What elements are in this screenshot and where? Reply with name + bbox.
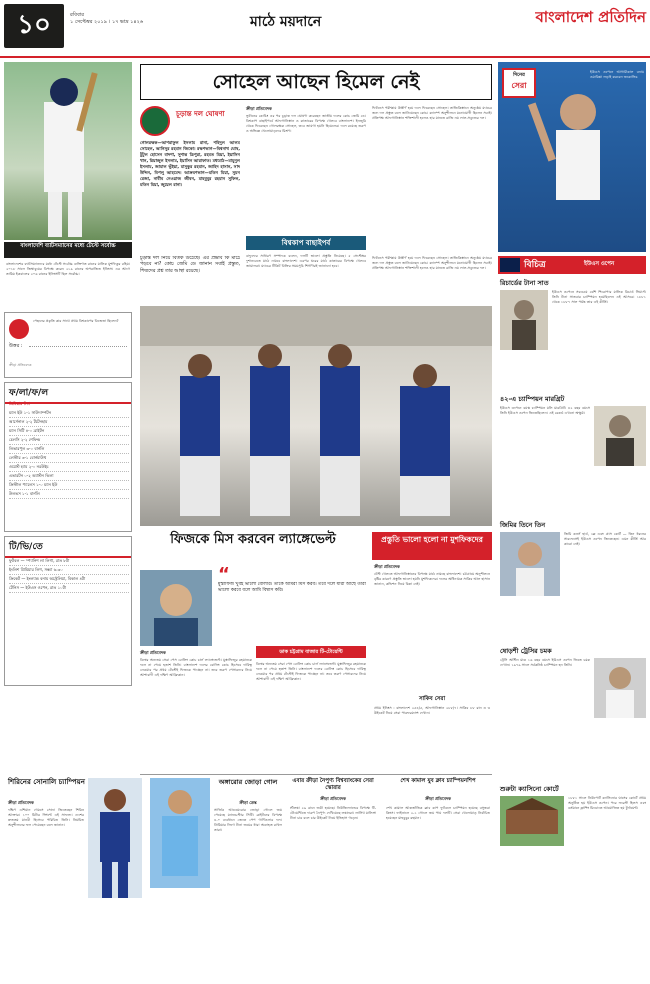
results-list [9, 409, 129, 499]
quote-mark: “ [218, 564, 230, 585]
main-question: চূড়ান্ত দল নিয়ে বিতর্ক উঠেছে। এর প্রভাব কি মাঠে পড়বে না? কোচ জেমি ডে জানান সবাই প্রস্তুত, শিষ্যদের প্রশ্ন তার আস্থা রয়েছে। [140, 256, 240, 274]
fitness-body: বিশ্বের অন্যতম সেরা পেস বোলিং কোচ চার্ল ল্যাঙ্গেভেল্ট। মুস্তাফিজুর রহমানকে দলে না পেয়ে হতাশ তিনি। বাংলাদেশ দলের বোলিং কোচ হিসেবে দায়িত্ব নেওয়ার পর প্রথম টেস্টেই ফিজকে পাচ্ছেন না। তবে তরুণ পেসারদের নিয়ে আশাবাদী এই দক্ষিণ আফ্রিকান। [140, 658, 252, 677]
answer-label: উত্তর : [9, 343, 23, 349]
main-body-2: ফিটনেস পরীক্ষায় উত্তীর্ণ হয়ে দলে ফিরেছেন সোহেল। তাজিকিস্তানে অনুষ্ঠেয় ম্যাচের জন্য দল প্রস্তুত বলে জানিয়েছেন কোচ। ক্যাম্পে অনুশীলনে মনোযোগী ছিলেন সবাই। প্রতিপক্ষ আফগানিস্তান শক্তিশালী হলেও হার মানতে রাজি নয় লাল-সবুজের দল। [372, 106, 492, 120]
fixture-head: সাকিব সেরা [418, 696, 446, 702]
c2-body: সার্জিও আগুয়েরোর জোড়া গোলে জয় পেয়েছে ম্যানচেস্টার সিটি। ব্রাইটনের বিপক্ষে ৪-০ ব্যবধানে জেতে পেপ গার্দিওলার দল। প্রিমিয়ার লিগে টানা জয়ের ধারা অব্যাহত রাখল তারা। [214, 808, 282, 832]
bottom-c2 [150, 778, 282, 978]
connors-illustration [500, 532, 560, 596]
result-item: আর্সেনাল ২-২ টটেনহাম [9, 418, 129, 427]
fixture-body: প্রথম ইনিংস : বাংলাদেশ ২৫৪/৫, আফগানিস্তান ২৮৮/৭। সাকিব ৮৮ রান ও ৩ উইকেট নিয়ে সেরা পারফরম্যান্স দেখান। [374, 706, 490, 715]
best-badge [502, 68, 536, 98]
c4-title: শেখ কামাল যুব ক্লাব চ্যাম্পিয়নশিপ [400, 778, 476, 784]
bottom-rule [140, 774, 492, 775]
right-caption-byline: ক্রীড়া প্রতিবেদক [374, 564, 400, 569]
footballer-photo [150, 778, 210, 888]
day: রবিবার [70, 12, 84, 18]
wc-banner: বিশ্বকাপ বাছাইপর্ব [246, 236, 366, 250]
date-line: ১ সেপ্টেম্বর ২০১৯ । ১৭ ভাদ্র ১৪২৬ [70, 19, 144, 25]
page-number: ১০ [4, 4, 64, 48]
team-photo-illustration [140, 306, 492, 526]
c3-title: এবার ক্রীড়া নৈপুণ্য বিশ্বব্যাংকের সেরা স্কোরার [292, 778, 374, 791]
c1-title: শিরিনের সোনালি চ্যাম্পিয়ন [8, 778, 85, 786]
mallory-illustration [594, 406, 646, 466]
tv-item: ক্রিকেট — ইংল্যান্ড বনাম অস্ট্রেলিয়া, বিকাল ৪টা [9, 575, 129, 584]
bichitra-banner [498, 256, 646, 274]
section2-body: ইউএস ওপেনে বয়স্ক চ্যাম্পিয়ন মলি মারগ্রিট। ৪২ বছর বয়সে তিনি ইউএস ওপেন জিতেছিলেন। এই রেকর্ড এখনো অক্ষুণ্ণ। [500, 406, 590, 415]
main-body-1: ভুটানের কোচিং এর পর চূড়ান্ত দল ঘোষণা করেছেন জাতীয় দলের কোচ জেমি ডে। বিশ্বকাপ বাছাইপর্বে আফগানিস্তান ও কাতারের বিপক্ষে খেলবে বাংলাদেশ। ইনজুরি থেকে ফিরেছেন গোলরক্ষক সোহেল, তবে জায়গা হয়নি হিমেলের। দলে রয়েছে তরুণ ও অভিজ্ঞ খেলোয়াড়দের মিশ্রণ। [246, 114, 366, 133]
result-item: ম্যান সিটি ৪-০ ব্রাইটন [9, 427, 129, 436]
sears-illustration [500, 290, 548, 350]
section1-body: ইউএস ওপেনে সবচেয়ে বেশি শিরোপার মালিক রিচার্ড সিয়ার্স। তিনি টানা সাতবার চ্যাম্পিয়ন হয়েছিলেন এই আসরে। ১৮৮১ থেকে ১৮৮৭ সাল পর্যন্ত তার এই কীর্তি। [552, 290, 646, 304]
bichitra-sub: ইউএস ওপেন [584, 261, 615, 267]
section2-title: ৪২-এ চ্যাম্পিয়ন মারগ্রিট [500, 395, 565, 403]
sub-banner: ডাক চট্টগ্রাম বাজার টি-টোয়েন্টি [256, 646, 366, 658]
fitness-quote: মুস্তাফিজ খুবই ভালো বোলার। তাকে আমরা মিস করব। তবে দলে যারা আছে তারা ভালো করবে বলে আমি বিশ্বাস করি। [218, 582, 366, 594]
tv-list [9, 557, 129, 593]
left-caption-box: বাংলাদেশি ব্যাটসম্যানের মধ্যে টেস্টে সর্বোচ্চ [4, 242, 132, 258]
result-item: উলভস ১-১ বার্নলি [9, 490, 129, 499]
header-rule [0, 56, 650, 58]
result-item: লিভারপুল ৩-০ বার্নলি [9, 445, 129, 454]
fitness-byline: ক্রীড়া প্রতিবেদক [140, 650, 166, 655]
main-byline: ক্রীড়া প্রতিবেদক [246, 106, 272, 111]
batsman-photo [4, 62, 132, 240]
result-item: এভারটন ০-২ অ্যাস্টন ভিলা [9, 472, 129, 481]
coach-photo [140, 570, 212, 646]
batsman-illustration [4, 62, 132, 240]
tv-title: টি/ভি/তে [5, 537, 131, 558]
date-block [70, 12, 143, 26]
section1-photo [500, 290, 548, 350]
left-caption-body: বাংলাদেশের ব্যাটসম্যানদের মধ্যে টেস্টে সর্বোচ্চ ব্যক্তিগত রানের মালিক মুশফিকুর রহিম। ২০১৮ সালে জিম্বাবুয়ের বিপক্ষে করেন ২১৯ রানের অপরাজিত ইনিংস। এর আগে তামিম ইকবালের ২০৬ রানের ইনিংসটি ছিল সর্বোচ্চ। [6, 262, 130, 276]
section3-photo [500, 532, 560, 596]
tv-item: ফুটবল — স্প্যানিশ লা লিগা, রাত ৮টা [9, 557, 129, 566]
result-item: লেস্টার ৩-১ বোর্নমাউথ [9, 454, 129, 463]
right-caption-head: প্রস্তুতি ভালো হলো না মুশফিকদের [372, 532, 492, 560]
section4-body: ট্রেসি অস্টিন মাত্র ১৬ বছর বয়সে ইউএস ওপেন জিতে চমক দেখান। ১৯৭৯ সালে সর্বকনিষ্ঠ চ্যাম্পিয়ন হন তিনি। [500, 658, 590, 667]
quiz-box [4, 312, 132, 378]
athlete-illustration [88, 778, 142, 898]
bottom-c4 [384, 778, 492, 978]
result-item: চেলসি ২-২ শেফিল্ড [9, 436, 129, 445]
answer-note: ক্রীড়া প্রতিবেদক [9, 363, 32, 367]
coach-illustration [140, 570, 212, 646]
c2-title: অঙ্গারোর জোড়া গোল [218, 778, 278, 786]
section3-body: জিমি কনর্স হার্ড, ক্লে এবং গ্রাস কোর্ট — তিন ধরনের সারফেসেই ইউএস ওপেন জিতেছেন। এমন কীর্তি আর কারো নেই। [564, 532, 646, 546]
section3-title: জিমির তিনে তিন [500, 521, 546, 529]
section5-photo [500, 796, 564, 846]
results-title: ফ/লা/ফ/ল [5, 383, 131, 404]
section2-photo [594, 406, 646, 466]
section-title: মাঠে ময়দানে [250, 14, 322, 30]
fitness-body-2: বিশ্বের অন্যতম সেরা পেস বোলিং কোচ চার্ল ল্যাঙ্গেভেল্ট। মুস্তাফিজুর রহমানকে দলে না পেয়ে হতাশ তিনি। বাংলাদেশ দলের বোলিং কোচ হিসেবে দায়িত্ব নেওয়ার পর প্রথম টেস্টেই ফিজকে পাচ্ছেন না। তবে তরুণ পেসারদের নিয়ে আশাবাদী এই দক্ষিণ আফ্রিকান। [256, 662, 366, 681]
bottom-c1 [4, 778, 144, 978]
bichitra-title: বিচিত্র [524, 260, 546, 270]
main-lead: গোলরক্ষক—আশরাফুল ইসলাম রানা, শহিদুল আলম সোহেল, আনিসুর রহমান জিকো। রক্ষণভাগ—বিশ্বনাথ ঘোষ, টুটুল হোসেন বাদশা, সুশান্ত ত্রিপুরা, রহমত মিয়া, ইয়াসিন খান, রিয়াজুল ইসলাম, ইয়াসিন আরাফাত। মধ্যমাঠ—মামুনুল ইসলাম, জামাল ভূঁইয়া, মাসুকুর রহমান, জাহিদ হাসান, সাদ উদ্দিন, বিপলু আহমেদ। আক্রমণভাগ—মতিন মিয়া, সুমন রেজা, নাবীব নেওয়াজ জীবন, মাহবুবুর রহমান সুফিল, মতিন মিয়া, জুয়েল রানা। [140, 140, 240, 187]
result-item: ওয়েস্ট হ্যাম ২-০ নরউইচ [9, 463, 129, 472]
bottom-c3 [288, 778, 378, 978]
fitness-headline: ফিজকে মিস করবেন ল্যাঙ্গেভেল্ট [170, 532, 336, 547]
athlete-photo [88, 778, 142, 898]
section5-body: ১৮৮১ সালে নিউপোর্ট ক্যাসিনোর ঘাসের কোর্টে প্রথম অনুষ্ঠিত হয় ইউএস ওপেন। পরে ফরেস্ট হিলস এবং বর্তমানে ফ্লাশিং মিডোতে আয়োজিত হয় টুর্নামেন্ট। [568, 796, 646, 810]
c2-byline: ক্রীড়া ডেস্ক [239, 800, 257, 805]
main-body-4: ফিটনেস পরীক্ষায় উত্তীর্ণ হয়ে দলে ফিরেছেন সোহেল। তাজিকিস্তানে অনুষ্ঠেয় ম্যাচের জন্য দল প্রস্তুত বলে জানিয়েছেন কোচ। ক্যাম্পে অনুশীলনে মনোযোগী ছিলেন সবাই। প্রতিপক্ষ আফগানিস্তান শক্তিশালী হলেও হার মানতে রাজি নয় লাল-সবুজের দল। [372, 256, 492, 270]
tv-box [4, 536, 132, 686]
casino-illustration [500, 796, 564, 846]
right-caption-body: টেস্ট খেলতে আফগানিস্তানের বিপক্ষে মাঠে নামছে বাংলাদেশ। চট্টগ্রামে অনুশীলনে বৃষ্টির কারণে প্রস্তুতি ভালো হয়নি মুশফিকদের। দলের অধিনায়ক সাকিব আল হাসান জানান, কন্ডিশন নিয়ে চিন্তা নেই। [374, 572, 490, 586]
main-headline: সোহেল আছেন হিমেল নেই [140, 64, 492, 100]
kicker: চূড়ান্ত দল ঘোষণা [176, 110, 225, 118]
quiz-icon [9, 319, 29, 339]
team-crest [140, 106, 170, 136]
results-box [4, 382, 132, 532]
c4-byline: ক্রীড়া প্রতিবেদক [425, 796, 451, 801]
quiz-prompt: পেছনের প্রকৃতি কার সাথে প্রথম বিশ্বকাপের বিজেতা ছিলেন? [33, 319, 119, 323]
team-photo [140, 306, 492, 526]
usopen-logo [500, 258, 520, 272]
c3-byline: ক্রীড়া প্রতিবেদক [320, 796, 346, 801]
tv-item: ইংলিশ প্রিমিয়ার লিগ, সন্ধ্যা ৬.৩০ [9, 566, 129, 575]
c1-byline: ক্রীড়া প্রতিবেদক [8, 800, 34, 805]
results-sub: প্রিমিয়ার লিগ [9, 401, 31, 406]
section4-photo [594, 658, 646, 718]
section5-title: শুরুটা ক্যাসিনো কোর্টে [500, 785, 559, 793]
result-item: ম্যান ইউ ১-১ সাউদাম্পটন [9, 409, 129, 418]
best-badge-line-2: সেরা [511, 81, 527, 90]
c1-body: দক্ষিণ এশিয়ান গেমসে সোনা জিতেছেন শিরিন আক্তার। ১০০ মিটার স্প্রিন্টে এই সাফল্য। দেশের দ্রুততম মানবী হিসেবে পরিচিত তিনি। নিয়মিত অনুশীলনের ফল পেয়েছেন বলে জানান। [8, 808, 84, 827]
tv-item: টেনিস — ইউএস ওপেন, রাত ১০টা [9, 584, 129, 593]
main-body-3: বাফুফের সাধারণ সম্পাদক বলেন, দলটি ভালো প্রস্তুতি নিয়েছে। ৫ সেপ্টেম্বর দুশানবেতে মাঠে নামবে বাংলাদেশ। এরপর ঘরের মাঠে কাতারের বিপক্ষে খেলবে জামালরা। ম্যাচের টিকিট বিক্রির সময়সূচি শিগগিরই জানানো হবে। [246, 254, 366, 268]
result-item: ক্রিস্টাল প্যালেস ১-০ ম্যান ইউ [9, 481, 129, 490]
footballer-illustration [150, 778, 210, 888]
answer-line [29, 341, 127, 347]
section4-title: ষোড়শী ট্রেসির চমক [500, 647, 552, 655]
c3-body: শ্রীলঙ্কা ২৯ রানে জয়ী হয়েছে। নিউজিল্যান্ডের বিপক্ষে টি-টোয়েন্টিতে দারুণ নৈপুণ্য দেখিয়েছে লঙ্কানরা। লাসিথ মালিঙ্গা টানা চার বলে চার উইকেট নিয়ে ইতিহাস গড়েন। [290, 806, 376, 820]
section1-title: রিচার্ডের টানা সাত [500, 279, 549, 287]
austin-illustration [594, 658, 646, 718]
c4-body: শেখ কামাল আন্তর্জাতিক ক্লাব কাপ ফুটবলে চ্যাম্পিয়ন হয়েছে বসুন্ধরা কিংস। ফাইনালে ২-১ গোলে জয় পায় দলটি। সেরা খেলোয়াড় নির্বাচিত হয়েছেন মাহবুবুর রহমান। [386, 806, 490, 820]
feature-caption: ইউএস ওপেনে আগামীকাল বনাম ওয়ারিঙ্কা লড়াই করবেন জকোভিচ [590, 70, 644, 79]
best-badge-line-1: দিনের [513, 72, 525, 78]
newspaper-logo: বাংলাদেশ প্রতিদিন [535, 8, 646, 26]
